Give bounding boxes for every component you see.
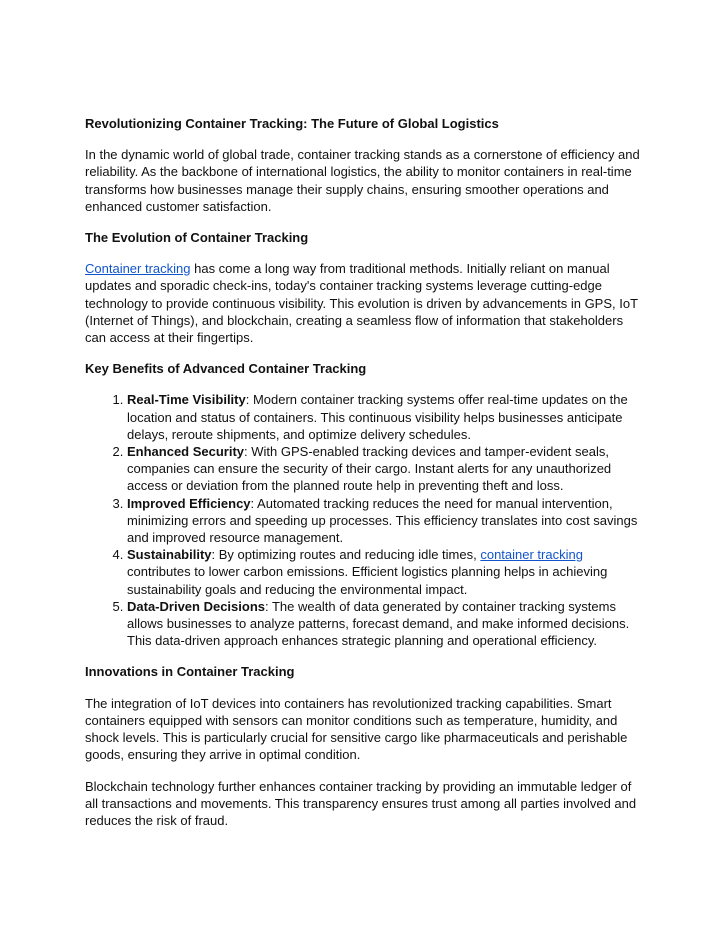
benefit-text: : The wealth of data generated by container tracking systems allows businesses to analyze patterns, forecast demand, and make informed decisions. This data-driven approach enhances strategic planning and operational efficiency. (127, 598, 630, 649)
benefit-label: Data-Driven Decisions (127, 598, 265, 614)
container-tracking-link[interactable]: Container tracking (85, 261, 191, 277)
list-item (127, 598, 645, 650)
evolution-text: has come a long way from traditional methods. Initially reliant on manual updates and sporadic check-ins, today's container tracking systems leverage cutting-edge technology to provide continuous visibility. This evolution is driven by advancements in GPS, IoT (Internet of Things), and blockchain, creating a seamless flow of information that stakeholders can access at their fingertips. (85, 261, 638, 346)
document-title: Revolutionizing Container Tracking: The Future of Global Logistics (85, 116, 499, 131)
benefit-text: : Modern container tracking systems offer real-time updates on the location and status of containers. This continuous visibility helps businesses anticipate delays, reroute shipments, and optimize delivery schedules. (127, 392, 628, 442)
intro-paragraph: In the dynamic world of global trade, container tracking stands as a cornerstone of efficiency and reliability. As the backbone of international logistics, the ability to monitor containers in real-time transforms how businesses manage their supply chains, ensuring smoother operations and enhanced customer satisfaction. (85, 147, 640, 214)
list-item (127, 391, 645, 443)
list-item (127, 546, 645, 598)
document-body (85, 115, 645, 843)
benefit-label: Real-Time Visibility (127, 392, 246, 408)
list-item (127, 443, 645, 495)
benefit-text: : With GPS-enabled tracking devices and tamper-evident seals, companies can ensure the security of their cargo. Instant alerts for any unauthorized access or deviation from the planned route help in preventing theft and loss. (127, 444, 612, 494)
innovations-paragraph: Blockchain technology further enhances container tracking by providing an immutable ledger of all transactions and movements. This transparency ensures trust among all parties involved and reduces the risk of fraud. (85, 778, 637, 828)
list-item (127, 495, 645, 547)
evolution-paragraph (85, 260, 645, 346)
evolution-heading: The Evolution of Container Tracking (85, 230, 309, 246)
benefit-text: contributes to lower carbon emissions. Efficient logistics planning helps in achieving sustainability goals and reducing the environmental impact. (127, 564, 608, 597)
benefits-heading: Key Benefits of Advanced Container Tracking (85, 361, 367, 377)
benefit-label: Sustainability (127, 547, 212, 563)
innovations-heading: Innovations in Container Tracking (85, 664, 295, 680)
benefit-label: Improved Efficiency (127, 495, 251, 511)
benefits-list (85, 391, 645, 649)
benefit-text: : By optimizing routes and reducing idle times, (211, 547, 481, 563)
innovations-paragraph: The integration of IoT devices into containers has revolutionized tracking capabilities. Smart containers equipped with sensors can monitor conditions such as temperature, humidity, and shock levels. This is particularly crucial for sensitive cargo like pharmaceuticals and perishable goods, ensuring they arrive in optimal condition. (85, 695, 628, 763)
benefit-text: : Automated tracking reduces the need for manual intervention, minimizing errors and speeding up processes. This efficiency translates into cost savings and improved resource management. (127, 495, 638, 546)
benefit-label: Enhanced Security (127, 444, 245, 460)
container-tracking-link[interactable]: container tracking (480, 547, 583, 563)
